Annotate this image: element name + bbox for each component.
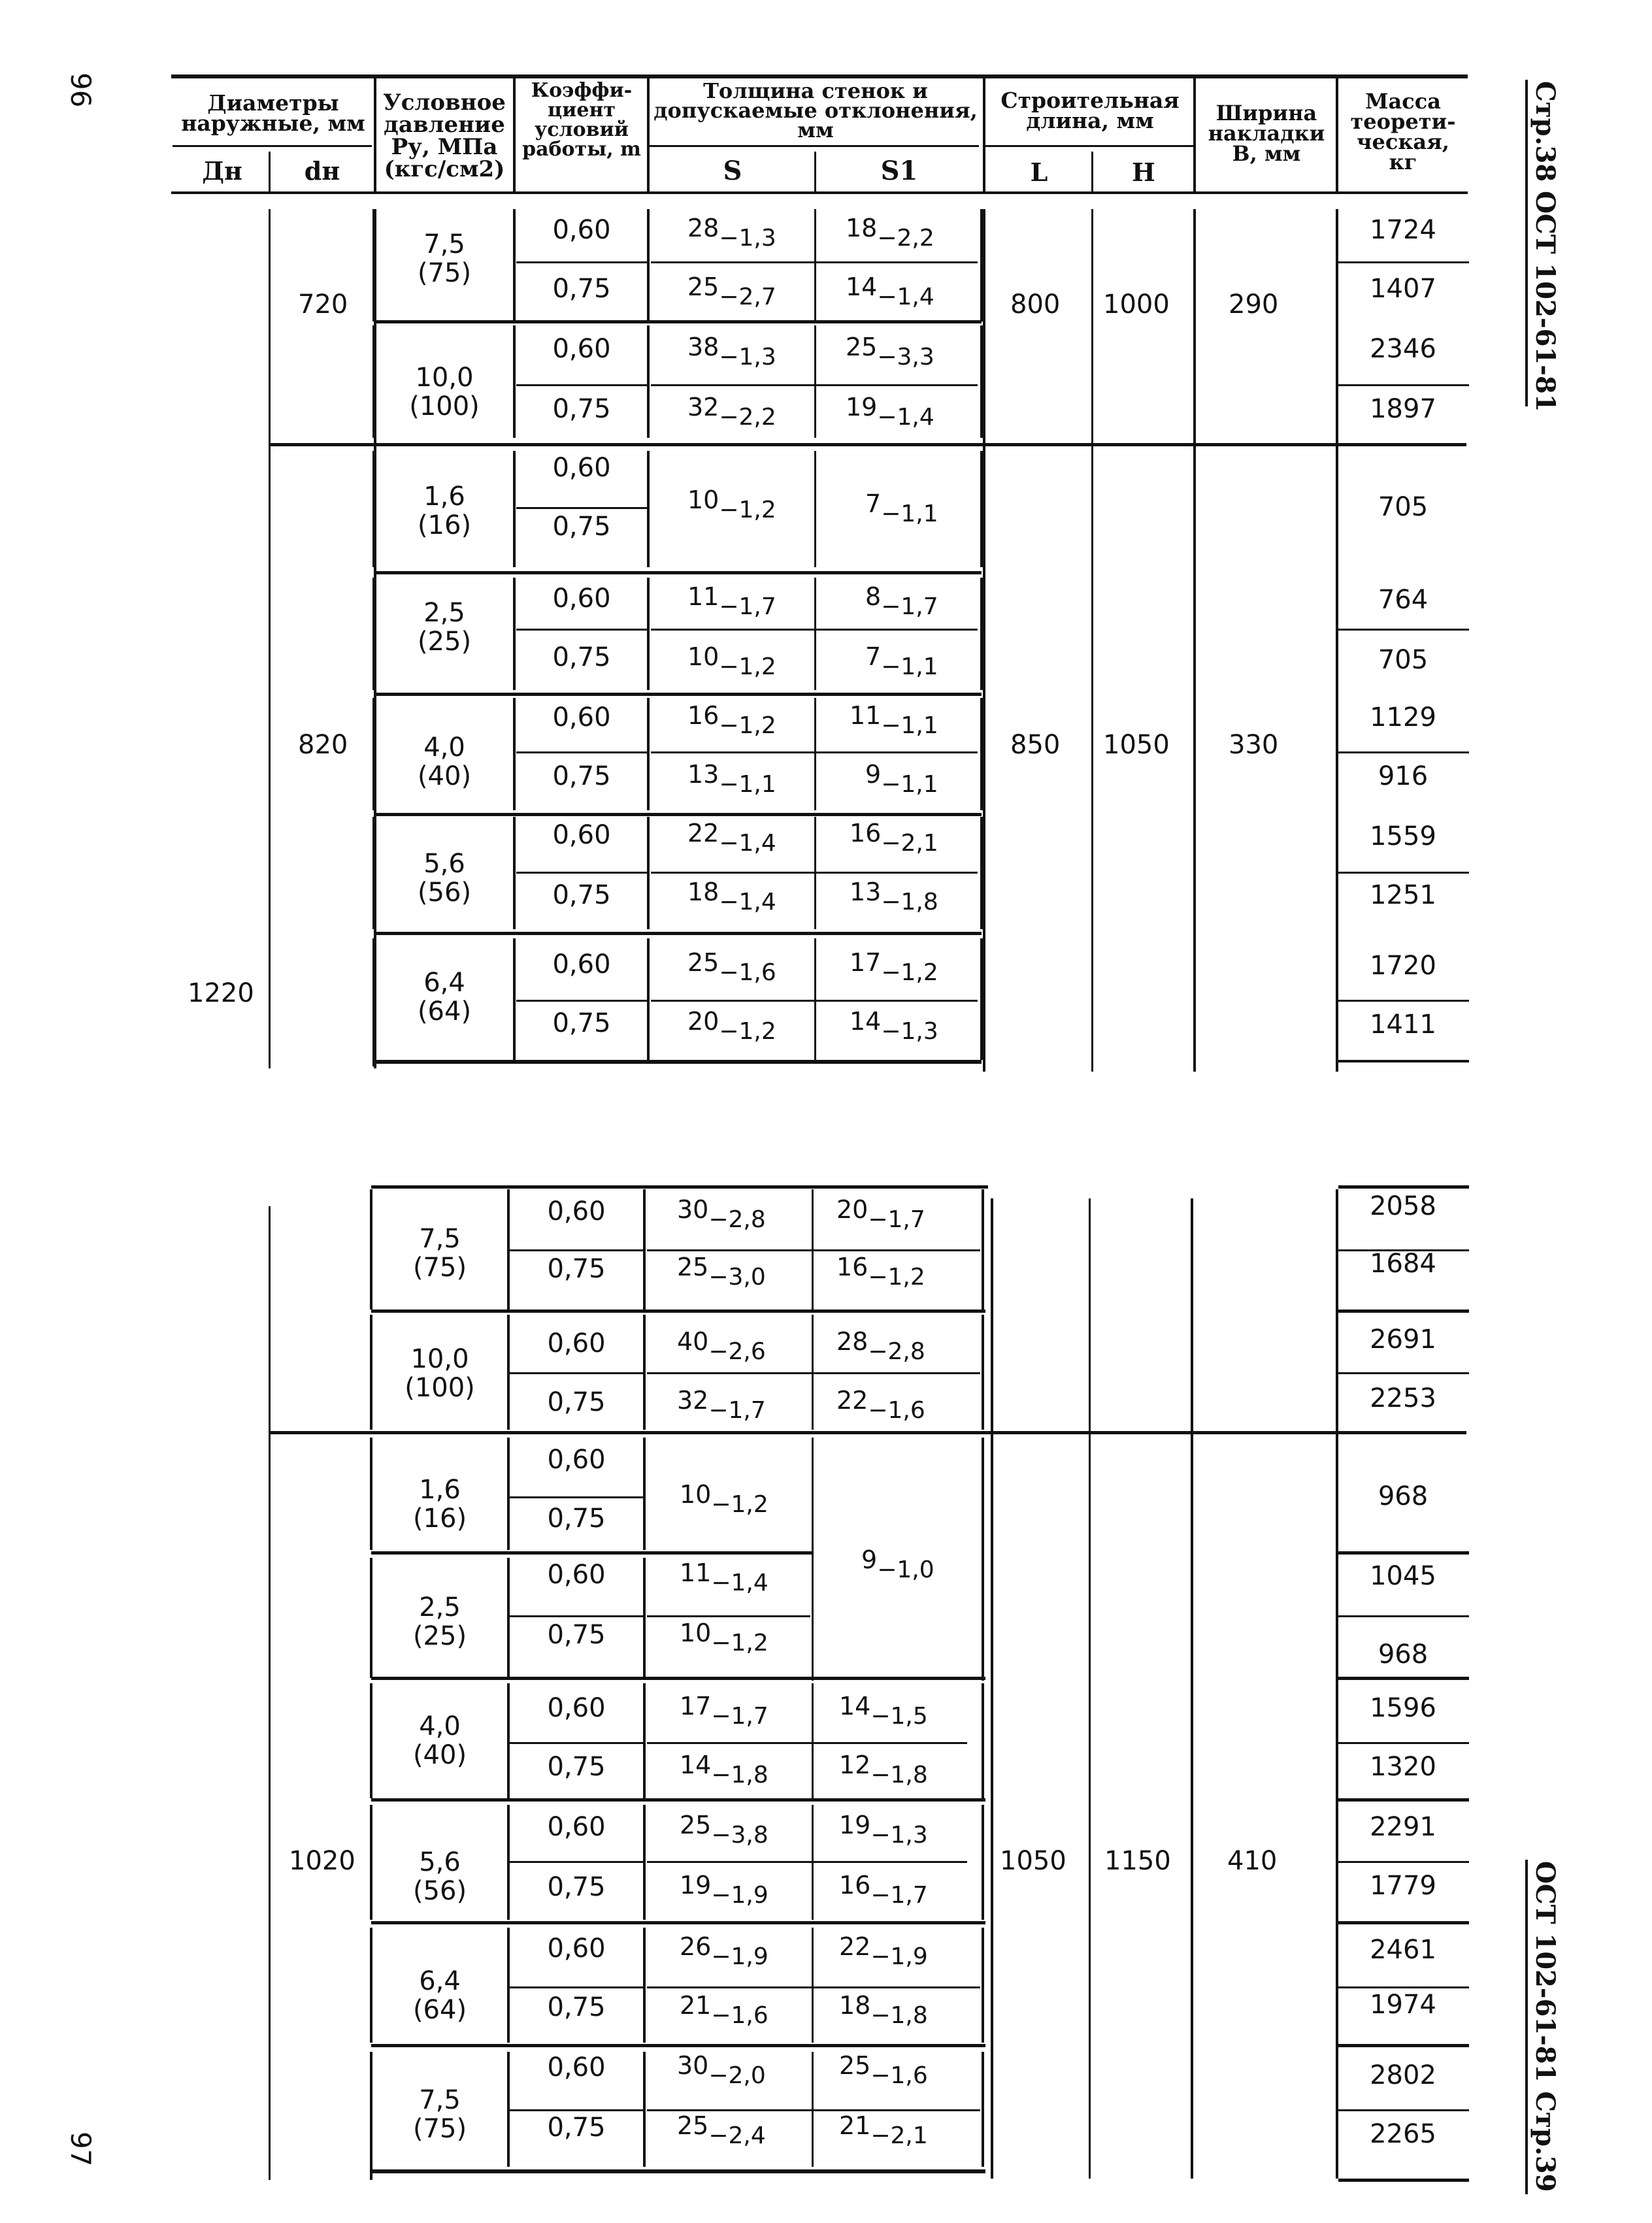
pressure-value: 5,6 (419, 1847, 461, 1877)
coef-value: 0,75 (552, 761, 611, 791)
pressure-value: 4,0 (423, 733, 465, 763)
coef-value: 0,75 (552, 880, 611, 910)
pressure-kgf: (64) (417, 996, 472, 1027)
thickness-S: $21_{-1,6}$ (680, 1991, 768, 2029)
thickness-S1: $16_{-1,2}$ (836, 1253, 925, 1291)
pressure-kgf: (16) (417, 510, 472, 540)
pressure-kgf: (16) (412, 1504, 467, 1534)
mass-value: 705 (1378, 645, 1429, 675)
thickness-S: $25_{-2,7}$ (687, 272, 776, 310)
thickness-S: $20_{-1,2}$ (687, 1007, 776, 1045)
mass-value: 1974 (1370, 1990, 1436, 2020)
thickness-S: $16_{-1,2}$ (687, 701, 776, 739)
coef-value: 0,60 (547, 2052, 606, 2083)
mass-value: 1320 (1370, 1752, 1436, 1782)
page-number-top: 96 (65, 73, 97, 108)
thickness-S1: $20_{-1,7}$ (836, 1195, 925, 1233)
length-H-1150: 1150 (1104, 1846, 1171, 1876)
width-B-410: 410 (1227, 1846, 1278, 1876)
thickness-S1: $14_{-1,5}$ (839, 1692, 928, 1730)
thickness-S: $28_{-1,3}$ (687, 214, 776, 252)
length-L-1050: 1050 (1000, 1846, 1066, 1876)
pressure-kgf: (25) (417, 627, 472, 657)
coef-value: 0,60 (552, 702, 611, 733)
thickness-S1: $19_{-1,3}$ (839, 1811, 928, 1849)
pressure-value: 7,5 (419, 1224, 461, 1254)
thickness-S1: $22_{-1,6}$ (836, 1386, 925, 1424)
mass-value: 2058 (1370, 1191, 1436, 1221)
thickness-S1: $18_{-1,8}$ (839, 1991, 928, 2029)
header-length: Строительная длина, мм (1000, 88, 1180, 133)
thickness-S1: $18_{-2,2}$ (846, 214, 934, 252)
pressure-kgf: (40) (417, 761, 472, 791)
mass-value: 1559 (1370, 821, 1436, 851)
header-pressure: Условное давление Ру, МПа (кгс/см2) (383, 90, 506, 182)
length-H-1000: 1000 (1103, 289, 1170, 320)
header-mass: Масса теорети- ческая, кг (1350, 89, 1456, 174)
coef-value: 0,60 (547, 1196, 606, 1227)
diameter-d-720: 720 (298, 289, 348, 320)
thickness-S: $25_{-3,8}$ (680, 1811, 768, 1849)
mass-value: 1720 (1370, 951, 1436, 981)
mass-value: 2691 (1370, 1325, 1436, 1355)
thickness-S: $17_{-1,7}$ (680, 1692, 768, 1730)
coef-value: 0,75 (552, 394, 611, 424)
thickness-S: $14_{-1,8}$ (680, 1751, 768, 1788)
coef-value: 0,75 (552, 274, 611, 304)
header-thickness: Толщина стенок и допускаемые отклонения, мм (653, 78, 978, 142)
thickness-S1: $21_{-2,1}$ (839, 2111, 928, 2149)
pressure-value: 2,5 (419, 1592, 461, 1622)
mass-value: 2802 (1370, 2060, 1436, 2090)
coef-value: 0,60 (552, 215, 611, 245)
thickness-S: $10_{-1,2}$ (680, 1480, 768, 1518)
thickness-S1: $16_{-1,7}$ (839, 1871, 928, 1909)
mass-value: 968 (1378, 1639, 1429, 1670)
header-coefficient: Коэффи- циент условий работы, m (522, 79, 641, 161)
diameter-D-1220: 1220 (188, 978, 254, 1008)
coef-value: 0,75 (547, 1872, 606, 1902)
thickness-S1: $19_{-1,4}$ (846, 393, 934, 431)
thickness-S: $10_{-1,2}$ (687, 486, 776, 523)
pressure-value: 4,0 (419, 1711, 461, 1741)
mass-value: 2253 (1370, 1383, 1436, 1413)
mass-value: 1129 (1370, 702, 1436, 733)
coef-value: 0,75 (552, 642, 611, 672)
length-L-800: 800 (1010, 289, 1061, 320)
mass-value: 705 (1378, 492, 1429, 522)
mass-value: 2346 (1370, 334, 1436, 364)
mass-value: 1407 (1370, 274, 1436, 304)
coef-value: 0,75 (547, 1504, 606, 1534)
mass-value: 1684 (1370, 1249, 1436, 1279)
thickness-S1: $9_{-1,1}$ (865, 760, 938, 798)
diameter-d-1020: 1020 (289, 1846, 355, 1876)
side-label-bottom: ОСТ 102-61-81 Стр.39 (1530, 1861, 1561, 2192)
mass-value: 1596 (1370, 1693, 1436, 1723)
thickness-S: $25_{-2,4}$ (677, 2111, 766, 2149)
thickness-S1: $28_{-2,8}$ (836, 1327, 925, 1365)
thickness-S1: $13_{-1,8}$ (850, 878, 938, 915)
mass-value: 1779 (1370, 1871, 1436, 1901)
pressure-kgf: (75) (412, 2114, 467, 2144)
thickness-S1: $7_{-1,1}$ (865, 642, 938, 680)
thickness-S: $18_{-1,4}$ (687, 878, 776, 915)
thickness-S1: $17_{-1,2}$ (850, 948, 938, 986)
coef-value: 0,75 (552, 1008, 611, 1038)
mass-value: 1724 (1370, 215, 1436, 245)
mass-value: 1897 (1370, 394, 1436, 424)
coef-value: 0,60 (547, 1560, 606, 1590)
thickness-S: $11_{-1,7}$ (687, 582, 776, 620)
mass-value: 2265 (1370, 2119, 1436, 2149)
coef-value: 0,60 (552, 584, 611, 614)
thickness-S1: $14_{-1,4}$ (846, 272, 934, 310)
thickness-S: $22_{-1,4}$ (687, 819, 776, 857)
pressure-value: 7,5 (423, 229, 465, 259)
pressure-kgf: (25) (412, 1621, 467, 1651)
header-D: Дн (202, 156, 242, 186)
coef-value: 0,60 (552, 820, 611, 850)
length-L-850: 850 (1010, 730, 1061, 760)
pressure-kgf: (56) (412, 1876, 467, 1906)
header-H: H (1132, 157, 1155, 187)
pressure-value: 5,6 (423, 849, 465, 879)
header-L: L (1030, 157, 1048, 187)
coef-value: 0,60 (552, 949, 611, 980)
thickness-S1: $7_{-1,1}$ (865, 489, 938, 527)
thickness-S: $11_{-1,4}$ (680, 1558, 768, 1596)
coef-value: 0,60 (552, 453, 611, 483)
thickness-S1: $12_{-1,8}$ (839, 1751, 928, 1788)
coef-value: 0,60 (547, 1693, 606, 1723)
page-number-bottom: 97 (65, 2132, 97, 2167)
header-S: S (723, 156, 742, 186)
length-H-1050: 1050 (1103, 730, 1170, 760)
pressure-value: 6,4 (423, 968, 465, 998)
coef-value: 0,60 (547, 1445, 606, 1475)
pressure-value: 10,0 (410, 1344, 469, 1374)
mass-value: 1251 (1370, 880, 1436, 910)
pressure-kgf: (100) (405, 1373, 475, 1403)
thickness-S: $10_{-1,2}$ (687, 642, 776, 680)
pressure-kgf: (75) (412, 1253, 467, 1283)
mass-value: 916 (1378, 761, 1429, 791)
pressure-value: 7,5 (419, 2085, 461, 2115)
coef-value: 0,75 (547, 2113, 606, 2143)
pressure-value: 6,4 (419, 1966, 461, 1996)
pressure-kgf: (64) (412, 1995, 467, 2025)
coef-value: 0,75 (547, 1387, 606, 1417)
coef-value: 0,75 (547, 1254, 606, 1284)
pressure-kgf: (40) (412, 1740, 467, 1770)
mass-value: 1045 (1370, 1561, 1436, 1591)
thickness-S: $32_{-2,2}$ (687, 393, 776, 431)
thickness-S1: $25_{-3,3}$ (846, 333, 934, 370)
mass-value: 2461 (1370, 1935, 1436, 1965)
thickness-S1: $11_{-1,1}$ (850, 701, 938, 739)
mass-value: 968 (1378, 1481, 1429, 1511)
thickness-S1: $22_{-1,9}$ (839, 1932, 928, 1970)
width-B-290: 290 (1229, 289, 1279, 320)
header-diameters: Диаметры наружные, мм (181, 90, 365, 136)
thickness-S1: $8_{-1,7}$ (865, 582, 938, 620)
coef-value: 0,60 (547, 1812, 606, 1842)
thickness-S1: $14_{-1,3}$ (850, 1007, 938, 1045)
coef-value: 0,60 (547, 1328, 606, 1358)
header-S1: S1 (880, 156, 918, 186)
header-width: Ширина накладки В, мм (1208, 101, 1325, 166)
pressure-kgf: (100) (409, 391, 480, 421)
coef-value: 0,75 (547, 1992, 606, 2022)
mass-value: 764 (1378, 585, 1429, 615)
header-d: dн (304, 156, 340, 186)
diameter-d-820: 820 (298, 730, 348, 760)
thickness-S: $38_{-1,3}$ (687, 333, 776, 370)
pressure-value: 1,6 (419, 1475, 461, 1505)
thickness-S: $30_{-2,8}$ (677, 1195, 766, 1233)
mass-value: 1411 (1370, 1010, 1436, 1040)
coef-value: 0,75 (552, 512, 611, 542)
coef-value: 0,75 (547, 1752, 606, 1782)
thickness-S1: $25_{-1,6}$ (839, 2051, 928, 2089)
thickness-S: $26_{-1,9}$ (680, 1932, 768, 1970)
pressure-value: 1,6 (423, 482, 465, 512)
thickness-S: $13_{-1,1}$ (687, 760, 776, 798)
coef-value: 0,60 (552, 334, 611, 364)
mass-value: 2291 (1370, 1812, 1436, 1842)
pressure-value: 10,0 (415, 363, 474, 393)
thickness-S1-merged: $9_{-1,0}$ (861, 1545, 934, 1583)
pressure-value: 2,5 (423, 598, 465, 628)
thickness-S: $25_{-1,6}$ (687, 948, 776, 986)
thickness-S: $40_{-2,6}$ (677, 1327, 766, 1365)
coef-value: 0,60 (547, 1934, 606, 1964)
thickness-S: $30_{-2,0}$ (677, 2051, 766, 2089)
thickness-S: $32_{-1,7}$ (677, 1386, 766, 1424)
pressure-kgf: (75) (417, 258, 472, 288)
thickness-S: $25_{-3,0}$ (677, 1253, 766, 1291)
coef-value: 0,75 (547, 1620, 606, 1650)
thickness-S1: $16_{-2,1}$ (850, 819, 938, 857)
thickness-S: $19_{-1,9}$ (680, 1871, 768, 1909)
width-B-330: 330 (1229, 730, 1279, 760)
thickness-S: $10_{-1,2}$ (680, 1619, 768, 1656)
side-label-top: Стр.38 ОСТ 102-61-81 (1530, 81, 1561, 412)
pressure-kgf: (56) (417, 878, 472, 908)
